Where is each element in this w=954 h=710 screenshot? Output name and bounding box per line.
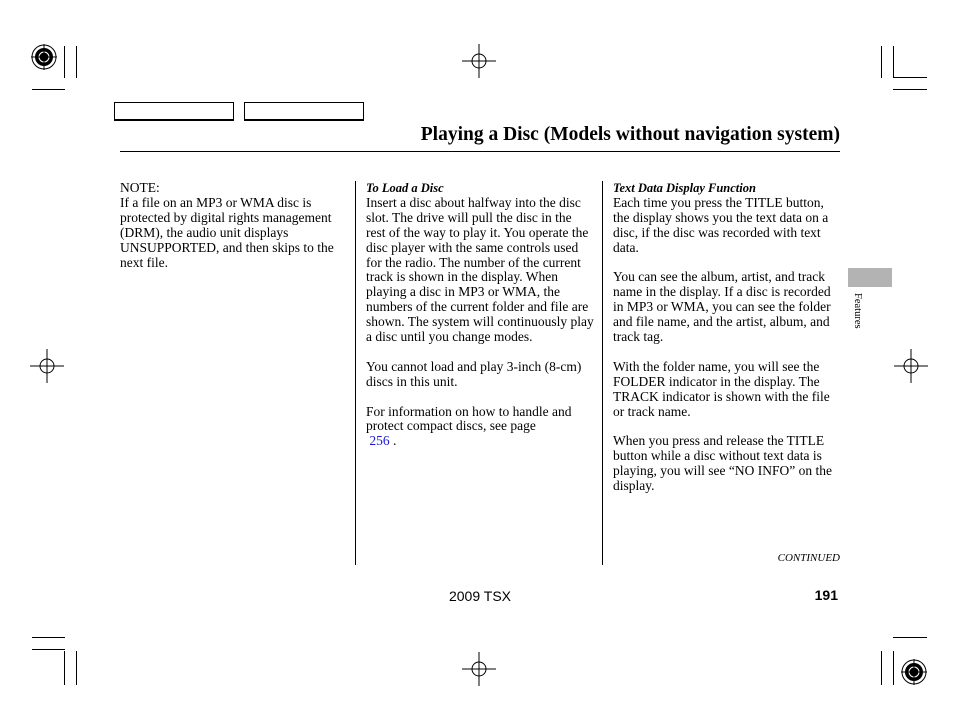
page-number: 191	[814, 587, 838, 603]
note-text: If a file on an MP3 or WMA disc is protected by digital rights management (DRM), the audio unit displays UNSUPPORTED, and then skips to the next file.	[120, 194, 334, 270]
section-tab	[848, 268, 892, 287]
load-disc-paragraph: Insert a disc about halfway into the disc slot. The drive will pull the disc in the rest of the way to play it. You operate the disc player with the same controls used for the radio. The number of the current track is shown in the display. When playing a disc in MP3 or WMA, the numbers of the current folder and file are shown. The system will continuously play a disc until you change modes.	[366, 194, 594, 345]
column-divider	[355, 181, 356, 565]
footer-model: 2009 TSX	[448, 588, 511, 604]
registration-crosshair-icon	[462, 44, 496, 78]
header-tab-box	[244, 102, 364, 120]
middle-column	[366, 181, 594, 464]
continued-label: CONTINUED	[777, 552, 840, 564]
text-data-paragraph-1: Each time you press the TITLE button, the display shows you the text data on a disc, if the disc was recorded with text data.	[613, 194, 829, 255]
disc-size-paragraph: You cannot load and play 3-inch (8-cm) discs in this unit.	[366, 358, 582, 389]
registration-sunburst-icon	[30, 43, 58, 71]
registration-crosshair-icon	[462, 652, 496, 686]
disc-care-end: .	[393, 433, 397, 449]
text-data-paragraph-2: You can see the album, artist, and track name in the display. If a disc is recorded in MP3 or WMA, you can see the folder and file name, and the artist, album, and track tag.	[613, 269, 831, 345]
note-label: NOTE:	[120, 180, 160, 195]
disc-care-text: For information on how to handle and protect compact discs, see page	[366, 403, 572, 434]
section-heading-text-data: Text Data Display Function	[613, 181, 756, 195]
text-data-paragraph-3: With the folder name, you will see the FOLDER indicator in the display. The TRACK indicator is shown with the file or track name.	[613, 358, 830, 419]
page-reference-link[interactable]: 256	[369, 433, 390, 449]
left-column	[120, 181, 345, 285]
disc-care-paragraph	[366, 405, 594, 450]
section-tab-label: Features	[852, 293, 863, 329]
registration-crosshair-icon	[894, 349, 928, 383]
text-data-paragraph-4: When you press and release the TITLE button while a disc without text data is playing, you will see “NO INFO” on the display.	[613, 433, 832, 494]
page-title: Playing a Disc (Models without navigation system)	[420, 124, 840, 145]
column-divider	[602, 181, 603, 565]
right-column	[613, 181, 841, 509]
header-tab-box	[114, 102, 234, 120]
section-heading-load-disc: To Load a Disc	[366, 181, 444, 195]
registration-crosshair-icon	[30, 349, 64, 383]
registration-sunburst-icon	[900, 658, 928, 686]
title-rule	[120, 151, 840, 152]
